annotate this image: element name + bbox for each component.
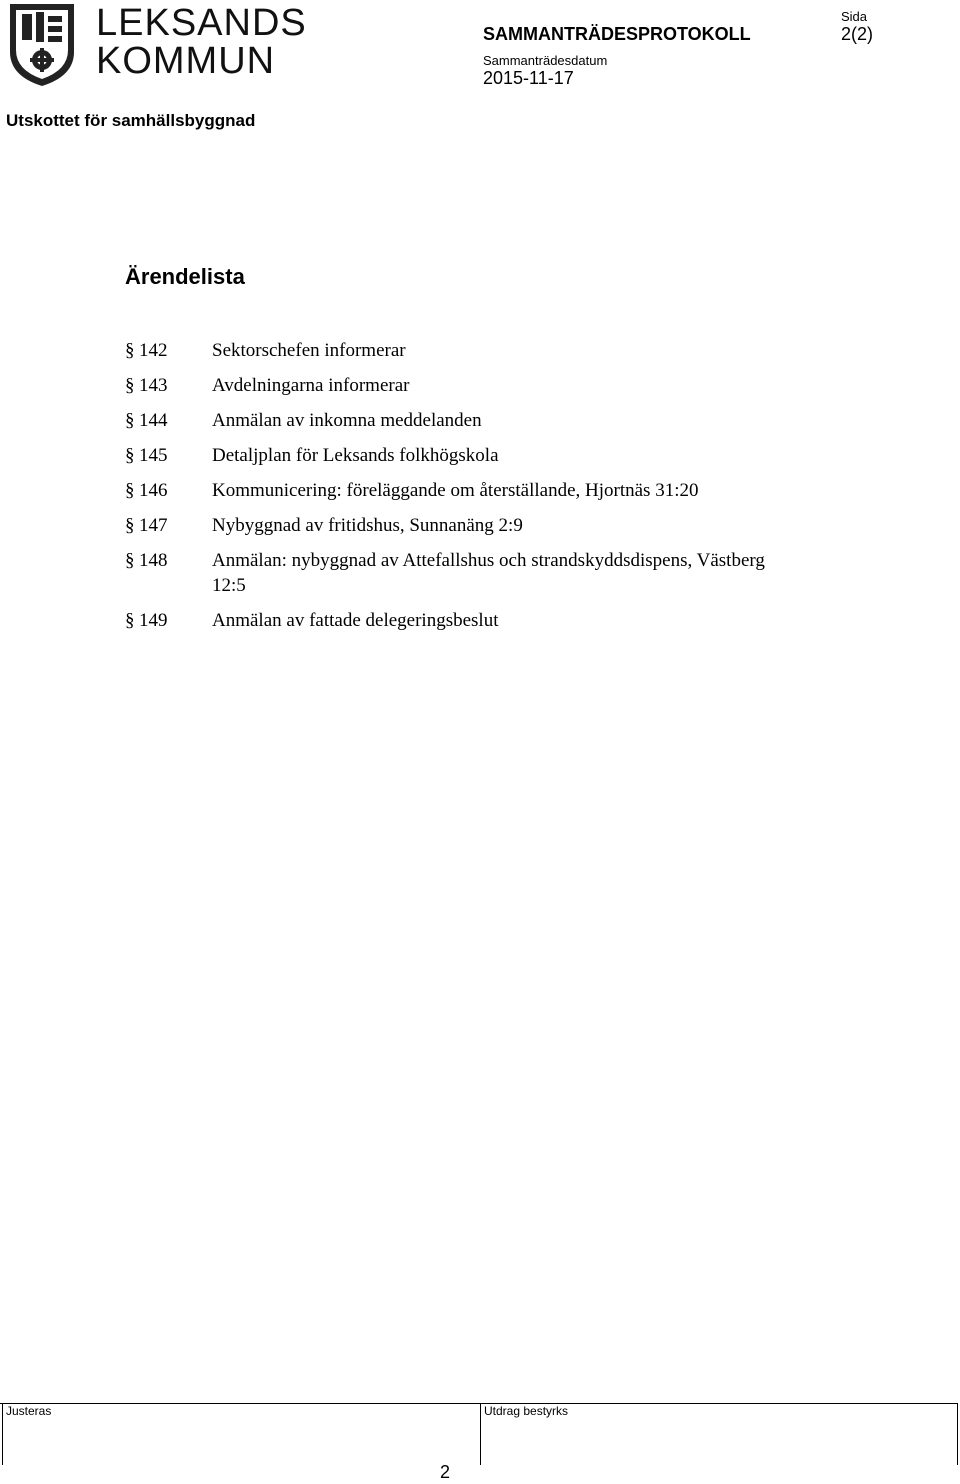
agenda-item bbox=[125, 338, 925, 363]
agenda-item bbox=[125, 373, 925, 398]
agenda-item bbox=[125, 548, 925, 598]
item-number: 149 bbox=[139, 610, 168, 631]
item-text: Sektorschefen informerar bbox=[212, 340, 406, 361]
footer-divider bbox=[480, 1403, 481, 1465]
item-number: 145 bbox=[139, 445, 168, 466]
section-symbol: § bbox=[125, 375, 135, 396]
item-number: 142 bbox=[139, 340, 168, 361]
section-symbol: § bbox=[125, 445, 135, 466]
item-text: Kommunicering: föreläggande om återställande, Hjortnäs 31:20 bbox=[212, 480, 699, 501]
section-symbol: § bbox=[125, 515, 135, 536]
page-label: Sida bbox=[841, 9, 868, 24]
agenda-item bbox=[125, 408, 925, 433]
section-symbol: § bbox=[125, 480, 135, 501]
item-number: 143 bbox=[139, 375, 168, 396]
agenda-item bbox=[125, 513, 925, 538]
item-text: Anmälan: nybyggnad av Attefallshus och strandskyddsdispens, Västberg 12:5 bbox=[212, 550, 765, 596]
item-number: 144 bbox=[139, 410, 168, 431]
item-text: Avdelningarna informerar bbox=[212, 375, 410, 396]
protocol-title: SAMMANTRÄDESPROTOKOLL bbox=[483, 24, 751, 44]
meeting-date: 2015-11-17 bbox=[483, 68, 574, 88]
item-text: Nybyggnad av fritidshus, Sunnanäng 2:9 bbox=[212, 515, 523, 536]
agenda-list bbox=[125, 338, 925, 643]
page-number: 2 bbox=[440, 1462, 451, 1482]
item-text: Anmälan av inkomna meddelanden bbox=[212, 410, 482, 431]
logo-line-1: LEKSANDS bbox=[96, 2, 307, 44]
section-symbol: § bbox=[125, 410, 135, 431]
footer-divider bbox=[957, 1403, 958, 1465]
item-text: Detaljplan för Leksands folkhögskola bbox=[212, 445, 499, 466]
utdrag-label: Utdrag bestyrks bbox=[484, 1404, 569, 1418]
meeting-date-label: Sammanträdesdatum bbox=[483, 53, 608, 68]
section-symbol: § bbox=[125, 610, 135, 631]
list-heading: Ärendelista bbox=[125, 264, 245, 289]
committee-name: Utskottet för samhällsbyggnad bbox=[6, 111, 256, 130]
agenda-item bbox=[125, 608, 925, 633]
item-number: 147 bbox=[139, 515, 168, 536]
page-count: 2(2) bbox=[841, 24, 874, 44]
footer-box bbox=[0, 1403, 958, 1482]
coat-of-arms-icon bbox=[6, 2, 78, 88]
logo-wordmark bbox=[96, 4, 307, 80]
municipality-logo bbox=[4, 2, 307, 92]
agenda-item bbox=[125, 443, 925, 468]
justeras-label: Justeras bbox=[6, 1404, 52, 1418]
item-text: Anmälan av fattade delegeringsbeslut bbox=[212, 610, 499, 631]
footer-divider bbox=[2, 1403, 3, 1465]
item-number: 148 bbox=[139, 550, 168, 571]
agenda-item bbox=[125, 478, 925, 503]
logo-line-2: KOMMUN bbox=[96, 40, 276, 82]
section-symbol: § bbox=[125, 340, 135, 361]
section-symbol: § bbox=[125, 550, 135, 571]
item-number: 146 bbox=[139, 480, 168, 501]
